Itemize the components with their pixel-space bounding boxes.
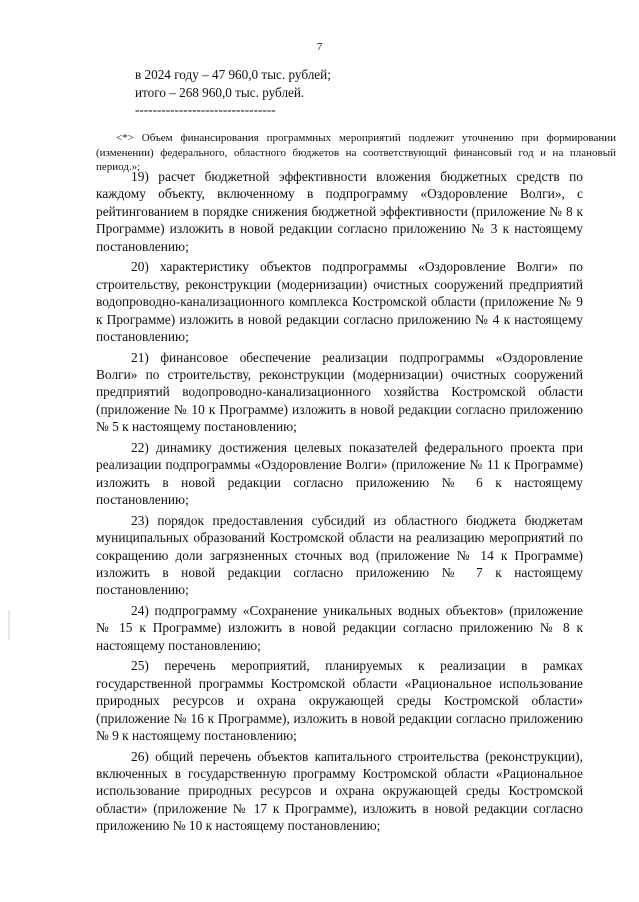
financing-line-total: итого – 268 960,0 тыс. рублей. bbox=[135, 84, 305, 100]
document-body bbox=[96, 168, 583, 838]
scan-margin-mark bbox=[8, 610, 10, 640]
page-number: 7 bbox=[316, 41, 323, 53]
paragraph-item-21: 21) финансовое обеспечение реализации подпрограммы «Оздоровление Волги» по строительству, реконструкции (модернизации) очистных сооружений предприятий водопроводно-канализационного хозяйства Костромской области (приложение № 10 к Программе) изложить в новой редакции согласно приложению № 5 к настоящему постановлению; bbox=[96, 349, 583, 435]
paragraph-item-20: 20) характеристику объектов подпрограммы «Оздоровление Волги» по строительству, реконструкции (модернизации) очистных сооружений предприятий водопроводно-канализационного комплекса Костромской области (приложение № 9 к Программе) изложить в новой редакции согласно приложению № 4 к настоящему постановлению; bbox=[96, 259, 583, 345]
paragraph-item-19: 19) расчет бюджетной эффективности вложения бюджетных средств по каждому объекту, включенному в подпрограмму «Оздоровление Волги», с рейтингованием в порядке снижения бюджетной эффективности (приложение № 8 к Программе) изложить в новой редакции согласно приложению № 3 к настоящему постановлению; bbox=[96, 169, 583, 254]
financing-line-2024: в 2024 году – 47 960,0 тыс. рублей; bbox=[135, 67, 331, 82]
paragraph-item-23: 23) порядок предоставления субсидий из областного бюджета бюджетам муниципальных образований Костромской области на реализацию мероприятий по сокращению доли загрязненных сточных вод (приложение № 14 к Программе) изложить в новой редакции согласно приложению № 7 к настоящему постановлению; bbox=[96, 512, 583, 598]
footnote-text: <*> Объем финансирования программных мероприятий подлежит уточнению при формировании (изменении) федерального, областного бюджетов на соответствующий финансовый год и на плановый период.»; bbox=[96, 132, 616, 173]
paragraph-item-25: 25) перечень мероприятий, планируемых к реализации в рамках государственной программы Костромской области «Рациональное использование природных ресурсов и охрана окружающей среды Костромской области» (приложение № 16 к Программе), изложить в новой редакции согласно приложению № 9 к настоящему постановлению; bbox=[96, 658, 583, 744]
paragraph-item-24: 24) подпрограмму «Сохранение уникальных водных объектов» (приложение № 15 к Программе) изложить в новой редакции согласно приложению № 8 к настоящему постановлению; bbox=[96, 602, 583, 653]
paragraph-item-26: 26) общий перечень объектов капитального строительства (реконструкции), включенных в государственную программу Костромской области «Рациональное использование природных ресурсов и охрана окружающей среды Костромской области» (приложение № 17 к Программе), изложить в новой редакции согласно приложению № 10 к настоящему постановлению; bbox=[96, 748, 583, 834]
footnote-separator: -------------------------------- bbox=[135, 102, 276, 117]
paragraph-item-22: 22) динамику достижения целевых показателей федерального проекта при реализации подпрограммы «Оздоровление Волги» (приложение № 11 к Программе) изложить в новой редакции согласно приложению № 6 к настоящему постановлению; bbox=[96, 439, 583, 508]
financing-summary bbox=[135, 66, 331, 119]
